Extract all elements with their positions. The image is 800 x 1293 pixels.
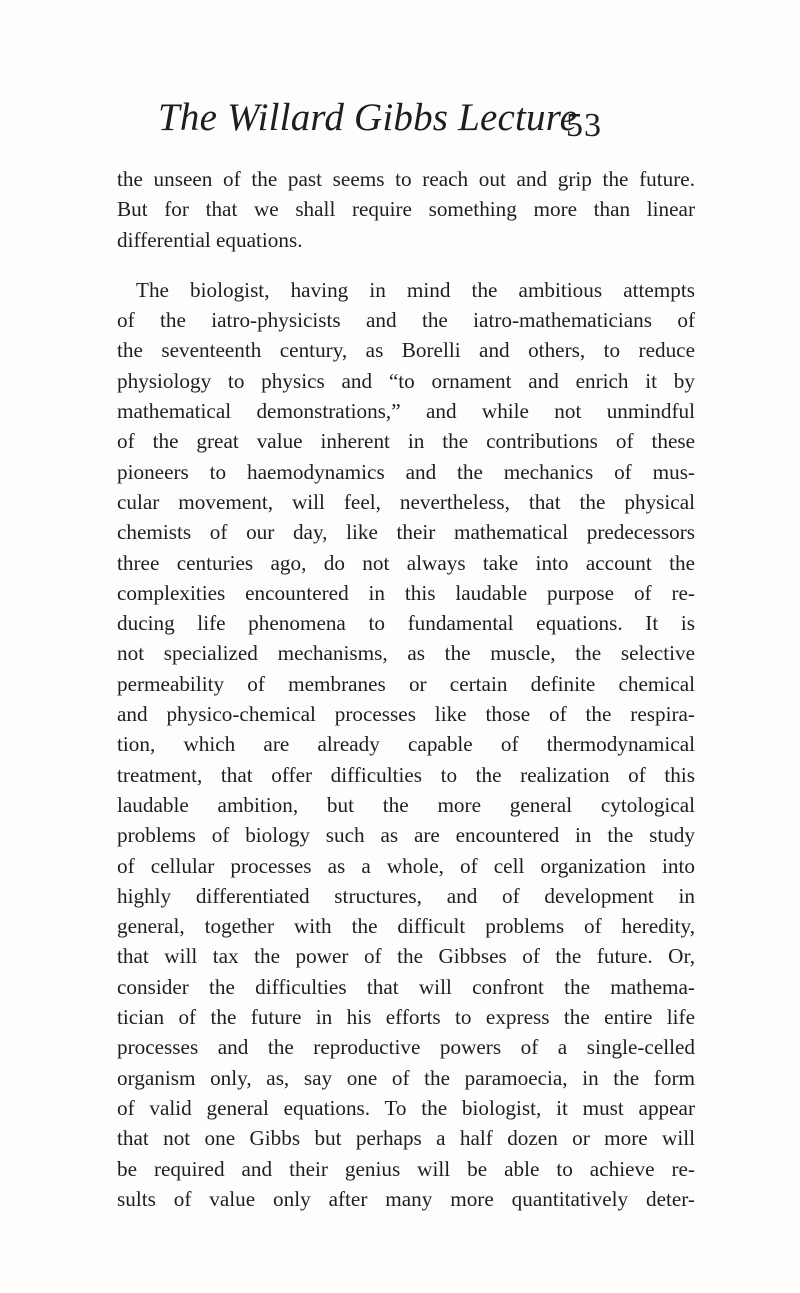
text-line: and physico-chemical processes like those of the respira- — [117, 702, 695, 727]
text-line: processes and the reproductive powers of a single-celled — [117, 1035, 695, 1060]
text-line: pioneers to haemodynamics and the mechanics of mus- — [117, 459, 695, 484]
text-line: consider the difficulties that will confront the mathema- — [117, 974, 695, 999]
running-title: The Willard Gibbs Lecture — [158, 96, 578, 139]
text-line: be required and their genius will be able to achieve re- — [117, 1156, 695, 1181]
text-line: differential equations. — [117, 227, 303, 252]
paragraph-2 — [117, 275, 695, 1214]
text-line: laudable ambition, but the more general cytological — [117, 792, 695, 817]
paragraph-1 — [117, 164, 695, 255]
text-line: of valid general equations. To the biologist, it must appear — [117, 1095, 695, 1120]
text-line: ducing life phenomena to fundamental equations. It is — [117, 611, 695, 636]
text-line: problems of biology such as are encountered in the study — [117, 823, 695, 848]
running-head — [158, 92, 658, 152]
text-line: physiology to physics and “to ornament and enrich it by — [117, 368, 695, 393]
text-line: organism only, as, say one of the paramoecia, in the form — [117, 1065, 695, 1090]
text-line: tician of the future in his efforts to express the entire life — [117, 1005, 695, 1030]
text-line: mathematical demonstrations,” and while not unmindful — [117, 399, 695, 424]
text-line: treatment, that offer difficulties to the realization of this — [117, 762, 695, 787]
text-line: that not one Gibbs but perhaps a half dozen or more will — [117, 1126, 695, 1151]
page-number: 53 — [566, 107, 602, 144]
text-line: of the iatro-physicists and the iatro-mathematicians of — [117, 308, 695, 333]
text-line: chemists of our day, like their mathematical predecessors — [117, 520, 695, 545]
text-line: of cellular processes as a whole, of cell organization into — [117, 853, 695, 878]
text-line: general, together with the difficult problems of heredity, — [117, 914, 695, 939]
text-line: three centuries ago, do not always take into account the — [117, 550, 695, 575]
text-line: But for that we shall require something more than linear — [117, 197, 695, 222]
text-line: of the great value inherent in the contributions of these — [117, 429, 695, 454]
text-line: The biologist, having in mind the ambitious attempts — [136, 277, 695, 302]
text-line: the seventeenth century, as Borelli and others, to reduce — [117, 338, 695, 363]
text-line: permeability of membranes or certain definite chemical — [117, 671, 695, 696]
text-line: cular movement, will feel, nevertheless, that the physical — [117, 489, 695, 514]
text-line: highly differentiated structures, and of development in — [117, 883, 695, 908]
text-line: that will tax the power of the Gibbses of the future. Or, — [117, 944, 695, 969]
text-line: tion, which are already capable of thermodynamical — [117, 732, 695, 757]
text-line: complexities encountered in this laudable purpose of re- — [117, 580, 695, 605]
text-line: sults of value only after many more quantitatively deter- — [117, 1186, 695, 1211]
text-line: the unseen of the past seems to reach out and grip the future. — [117, 167, 695, 191]
text-line: not specialized mechanisms, as the muscle, the selective — [117, 641, 695, 666]
body-text — [117, 164, 695, 1214]
